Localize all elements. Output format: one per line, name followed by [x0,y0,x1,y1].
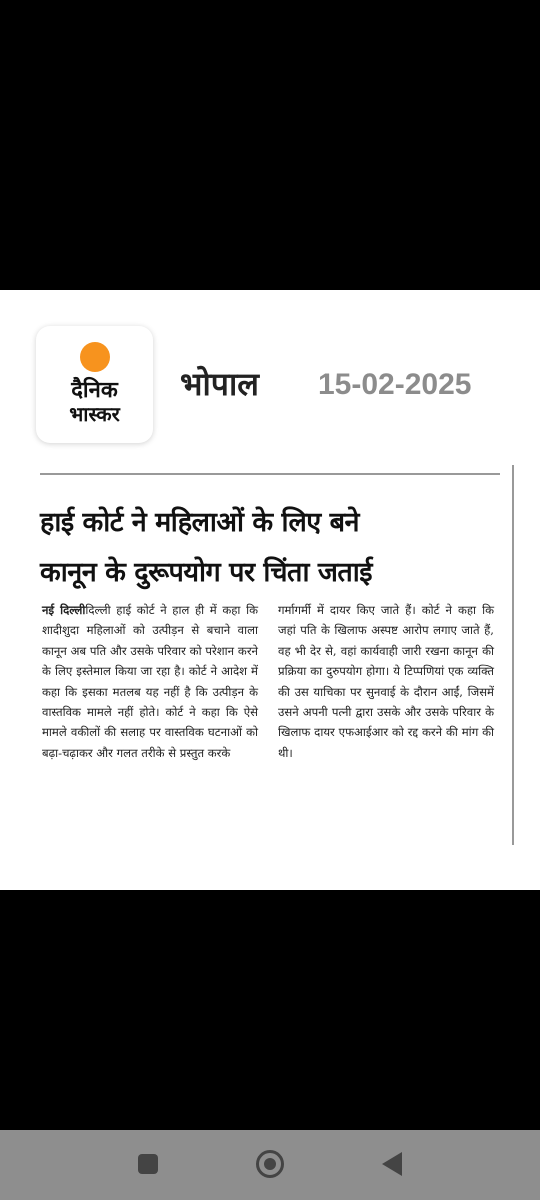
edition-date: 15-02-2025 [318,368,472,401]
dainik-bhaskar-logo [36,326,153,443]
recents-icon[interactable] [138,1154,158,1174]
back-icon[interactable] [382,1152,402,1176]
article-column-1 [42,600,258,763]
top-black-area [0,0,540,290]
article-headline [40,498,490,598]
home-icon-dot [264,1158,276,1170]
article-dateline: नई दिल्ली [42,603,86,617]
sun-logo-icon [80,342,110,372]
edition-city: भोपाल [180,365,259,403]
headline-line-2: कानून के दुरूपयोग पर चिंता जताई [40,557,373,588]
article-column-1-text: दिल्ली हाई कोर्ट ने हाल ही में कहा कि शादीशुदा महिलाओं को उत्पीड़न से बचाने वाला कानून अब पति और उसके परिवार को परेशान करने के लिए इस्तेमाल किया जा रहा है। कोर्ट ने आदेश में कहा कि इसका मतलब यह नहीं है कि उत्पीड़न के वास्तविक मामले नहीं होते। कोर्ट ने कहा कि ऐसे मामले वकीलों की सलाह पर वास्तविक घटनाओं को बढ़ा-चढ़ाकर और गलत तरीके से प्रस्तुत करके [42,603,258,760]
divider-vertical [512,465,514,845]
headline-line-1: हाई कोर्ट ने महिलाओं के लिए बने [40,507,360,538]
logo-text-line1: दैनिक [71,377,118,403]
article-column-2 [278,600,494,763]
article-column-2-text: गर्मागर्मी में दायर किए जाते हैं। कोर्ट ने कहा कि जहां पति के खिलाफ अस्पष्ट आरोप लगाए जाते हैं, वह भी देर से, वहां कार्यवाही जारी रखना कानून की प्रक्रिया का दुरुपयोग होगा। ये टिप्पणियां एक व्यक्ति की उस याचिका पर सुनवाई के दौरान आईं, जिसमें उसने अपनी पत्नी द्वारा उसके और उसके परिवार के खिलाफ दायर एफआईआर को रद्द करने की मांग की थी। [278,603,494,760]
divider-top [40,473,500,475]
bottom-black-area [0,890,540,1130]
newspaper-clipping-image [0,290,540,890]
logo-text-line2: भास्कर [69,402,120,426]
